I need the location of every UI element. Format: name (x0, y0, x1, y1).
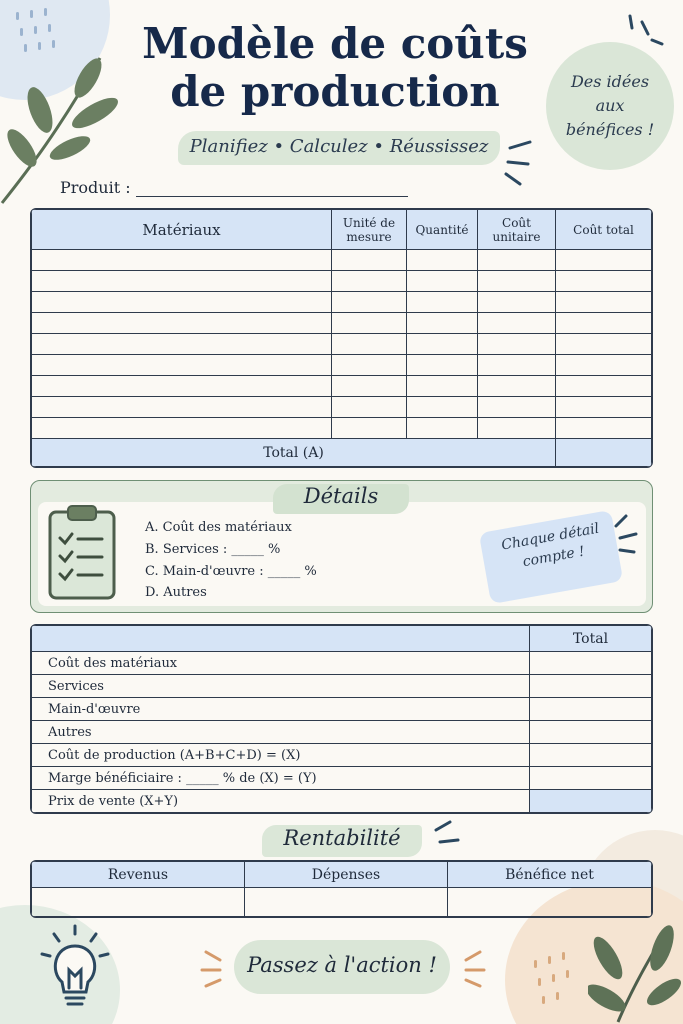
table-row (32, 721, 652, 744)
column-header: Coût unitaire (478, 210, 556, 250)
table-cell[interactable] (32, 376, 332, 397)
table-cell[interactable] (556, 292, 652, 313)
table-row (32, 790, 652, 813)
table-cell[interactable] (407, 334, 478, 355)
table-cell[interactable] (32, 271, 332, 292)
profitability-title: Rentabilité (283, 826, 401, 850)
detail-item: B. Services : _____ % (145, 542, 281, 557)
value-cell[interactable] (530, 744, 652, 767)
row-label: Marge bénéficiaire : _____ % de (X) = (Y) (32, 767, 530, 790)
table-cell[interactable] (332, 376, 407, 397)
table-row (32, 418, 652, 439)
table-cell[interactable] (32, 250, 332, 271)
value-cell[interactable] (530, 721, 652, 744)
table-header-row (32, 210, 652, 250)
table-row (32, 355, 652, 376)
table-cell[interactable] (478, 355, 556, 376)
table-cell[interactable] (407, 292, 478, 313)
table-cell[interactable] (332, 250, 407, 271)
row-label: Prix de vente (X+Y) (32, 790, 530, 813)
column-header: Revenus (32, 862, 245, 888)
table-cell[interactable] (478, 292, 556, 313)
tagline: Planifiez • Calculez • Réussissez (189, 136, 489, 157)
table-row (32, 675, 652, 698)
details-note: Chaque détail compte ! (500, 520, 601, 571)
column-header: Quantité (407, 210, 478, 250)
table-row (32, 292, 652, 313)
page-title: Modèle de coûts de production (142, 19, 528, 116)
row-label: Services (32, 675, 530, 698)
value-cell[interactable] (530, 652, 652, 675)
table-row (32, 313, 652, 334)
cta-text: Passez à l'action ! (247, 953, 437, 977)
profitability-table (30, 860, 653, 918)
total-value-cell[interactable] (556, 439, 652, 467)
table-row (32, 397, 652, 418)
product-label: Produit : (60, 178, 131, 197)
column-header: Bénéfice net (448, 862, 652, 888)
table-cell[interactable] (332, 334, 407, 355)
column-header: Matériaux (32, 210, 332, 250)
table-cell[interactable] (407, 418, 478, 439)
revenue-cell[interactable] (32, 888, 245, 917)
table-cell[interactable] (332, 418, 407, 439)
table-cell[interactable] (32, 355, 332, 376)
table-header-row (32, 626, 652, 652)
sparkle-icon (198, 946, 232, 992)
leaf-branch-icon (588, 918, 683, 1024)
table-cell[interactable] (407, 397, 478, 418)
row-label: Autres (32, 721, 530, 744)
table-row (32, 652, 652, 675)
detail-item: D. Autres (145, 585, 207, 600)
sparkle-icon (612, 512, 642, 556)
details-title: Détails (303, 484, 379, 508)
table-cell[interactable] (556, 355, 652, 376)
table-cell[interactable] (32, 313, 332, 334)
value-cell[interactable] (530, 767, 652, 790)
table-cell[interactable] (556, 334, 652, 355)
motto-badge: Des idées aux bénéfices ! (546, 42, 674, 170)
table-cell[interactable] (332, 397, 407, 418)
net-profit-cell[interactable] (448, 888, 652, 917)
detail-item: C. Main-d'œuvre : _____ % (145, 564, 317, 579)
product-input-line[interactable] (136, 196, 408, 197)
sparkle-icon (454, 946, 488, 992)
table-cell[interactable] (407, 313, 478, 334)
sparkle-icon (430, 818, 464, 848)
row-label: Coût de production (A+B+C+D) = (X) (32, 744, 530, 767)
table-cell[interactable] (556, 418, 652, 439)
column-header-empty (32, 626, 530, 652)
selling-price-cell[interactable] (530, 790, 652, 813)
sparkle-icon (502, 138, 538, 188)
table-cell[interactable] (556, 397, 652, 418)
table-cell[interactable] (556, 313, 652, 334)
table-cell[interactable] (407, 271, 478, 292)
table-row (32, 698, 652, 721)
table-row (32, 888, 652, 917)
table-cell[interactable] (478, 271, 556, 292)
column-header: Dépenses (245, 862, 448, 888)
column-header: Unité de mesure (332, 210, 407, 250)
table-cell[interactable] (32, 397, 332, 418)
table-header-row (32, 862, 652, 888)
table-cell[interactable] (478, 334, 556, 355)
table-row (32, 250, 652, 271)
clipboard-icon (46, 502, 122, 602)
table-cell[interactable] (478, 250, 556, 271)
table-row (32, 334, 652, 355)
column-header: Total (530, 626, 652, 652)
value-cell[interactable] (530, 698, 652, 721)
column-header: Coût total (556, 210, 652, 250)
table-cell[interactable] (556, 250, 652, 271)
table-cell[interactable] (478, 418, 556, 439)
table-cell[interactable] (478, 313, 556, 334)
table-cell[interactable] (332, 292, 407, 313)
lightbulb-icon (36, 922, 114, 1012)
table-cell[interactable] (407, 376, 478, 397)
table-cell[interactable] (332, 313, 407, 334)
table-cell[interactable] (407, 355, 478, 376)
detail-item: A. Coût des matériaux (145, 520, 292, 535)
total-label: Total (A) (32, 439, 556, 467)
total-row (32, 439, 652, 467)
table-cell[interactable] (556, 376, 652, 397)
table-cell[interactable] (332, 355, 407, 376)
table-row (32, 271, 652, 292)
table-cell[interactable] (478, 376, 556, 397)
table-row (32, 767, 652, 790)
value-cell[interactable] (530, 675, 652, 698)
table-cell[interactable] (556, 271, 652, 292)
table-cell[interactable] (32, 292, 332, 313)
dots-decoration-icon (530, 950, 590, 1010)
table-row (32, 744, 652, 767)
table-cell[interactable] (478, 397, 556, 418)
table-cell[interactable] (407, 250, 478, 271)
table-cell[interactable] (332, 271, 407, 292)
cost-summary-table (30, 624, 653, 814)
row-label: Coût des matériaux (32, 652, 530, 675)
row-label: Main-d'œuvre (32, 698, 530, 721)
materials-table (30, 208, 653, 468)
expenses-cell[interactable] (245, 888, 448, 917)
table-cell[interactable] (32, 334, 332, 355)
table-row (32, 376, 652, 397)
table-cell[interactable] (32, 418, 332, 439)
